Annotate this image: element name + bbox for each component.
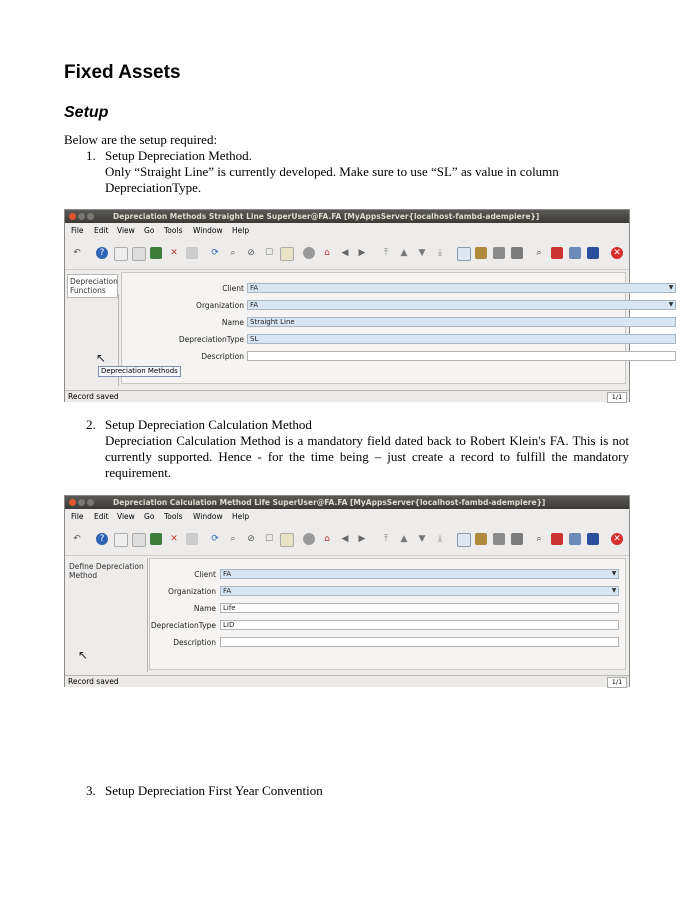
description-label: Description bbox=[201, 352, 244, 361]
close-window-button[interactable] bbox=[69, 213, 76, 220]
zoom-across-icon[interactable]: ⌕ bbox=[536, 534, 542, 544]
previous-record-icon[interactable]: ▲ bbox=[400, 534, 408, 544]
organization-value: FA bbox=[250, 301, 259, 309]
back-icon[interactable]: ◀ bbox=[341, 534, 349, 544]
depreciation-type-field[interactable]: SL bbox=[247, 334, 676, 344]
print-icon[interactable] bbox=[511, 247, 523, 259]
menu-tools[interactable]: Tools bbox=[164, 226, 183, 235]
new-record-icon[interactable] bbox=[114, 247, 128, 261]
status-text: Record saved bbox=[68, 392, 119, 401]
refresh-icon[interactable]: ⟳ bbox=[211, 534, 219, 544]
menu-bar bbox=[65, 223, 629, 238]
menu-tools[interactable]: Tools bbox=[164, 512, 183, 521]
back-icon[interactable]: ◀ bbox=[341, 248, 349, 258]
copy-record-icon[interactable] bbox=[132, 533, 146, 547]
next-record-icon[interactable]: ▼ bbox=[418, 248, 426, 258]
description-field[interactable] bbox=[247, 351, 676, 361]
history-icon[interactable] bbox=[303, 533, 315, 545]
tab-depreciation-functions[interactable]: Depreciation Functions bbox=[67, 274, 118, 298]
delete-icon[interactable]: ✕ bbox=[170, 248, 178, 258]
maximize-window-button[interactable] bbox=[87, 499, 94, 506]
depreciation-methods-window bbox=[64, 209, 674, 402]
attachment-icon[interactable]: ⊘ bbox=[247, 534, 255, 544]
record-pager: 1/1 bbox=[607, 677, 627, 688]
record-form-panel bbox=[121, 272, 674, 384]
print-preview-icon[interactable] bbox=[493, 533, 505, 545]
chevron-down-icon[interactable]: ▼ bbox=[668, 284, 674, 291]
delete-selection-icon[interactable] bbox=[186, 533, 198, 545]
name-label: Name bbox=[221, 318, 244, 327]
new-record-icon[interactable] bbox=[114, 533, 128, 547]
product-info-icon[interactable] bbox=[569, 533, 581, 545]
minimize-window-button[interactable] bbox=[78, 499, 85, 506]
workflow-icon[interactable] bbox=[551, 533, 563, 545]
menu-go[interactable]: Go bbox=[144, 226, 155, 235]
workflow-icon[interactable] bbox=[551, 247, 563, 259]
menu-view[interactable]: View bbox=[117, 226, 135, 235]
archive-icon[interactable] bbox=[475, 247, 487, 259]
tab-define-depreciation-method[interactable]: Define Depreciation Method bbox=[69, 562, 144, 580]
step-number: 3. bbox=[86, 783, 96, 798]
find-icon[interactable]: ⌕ bbox=[230, 534, 236, 544]
step-title: Setup Depreciation Calculation Method bbox=[105, 417, 312, 432]
depreciation-type-field[interactable]: LID bbox=[220, 620, 619, 630]
client-field[interactable] bbox=[220, 569, 619, 579]
archive-icon[interactable] bbox=[475, 533, 487, 545]
record-pager: 1/1 bbox=[607, 392, 627, 403]
toolbar bbox=[65, 525, 629, 556]
status-text: Record saved bbox=[68, 677, 119, 686]
next-record-icon[interactable]: ▼ bbox=[418, 534, 426, 544]
help-icon[interactable]: ? bbox=[96, 533, 108, 545]
forward-icon[interactable]: ▶ bbox=[358, 248, 366, 258]
forward-icon[interactable]: ▶ bbox=[358, 534, 366, 544]
organization-label: Organization bbox=[168, 587, 216, 596]
tab-tooltip: Depreciation Methods bbox=[98, 366, 181, 377]
maximize-window-button[interactable] bbox=[87, 213, 94, 220]
report-icon[interactable] bbox=[457, 247, 471, 261]
save-icon[interactable] bbox=[150, 533, 162, 545]
toolbar bbox=[65, 239, 629, 270]
menu-window[interactable]: Window bbox=[193, 226, 223, 235]
status-bar bbox=[65, 675, 629, 687]
copy-record-icon[interactable] bbox=[132, 247, 146, 261]
depreciation-type-label: DepreciationType bbox=[150, 621, 216, 630]
menu-edit[interactable]: Edit bbox=[94, 226, 109, 235]
client-label: Client bbox=[222, 284, 244, 293]
client-label: Client bbox=[194, 570, 216, 579]
window-titlebar bbox=[65, 210, 629, 223]
chevron-down-icon[interactable]: ▼ bbox=[611, 570, 617, 577]
undo-icon[interactable]: ↶ bbox=[73, 248, 81, 258]
menu-go[interactable]: Go bbox=[144, 512, 155, 521]
section-heading: Setup bbox=[64, 104, 109, 121]
delete-icon[interactable]: ✕ bbox=[170, 534, 178, 544]
menu-window[interactable]: Window bbox=[193, 512, 223, 521]
step-body: Depreciation Calculation Method is a mandatory field dated back to Robert Klein's FA. This is not currently supported. Hence - for the time being – just create a record to fulfill the mandatory requirement. bbox=[105, 433, 629, 480]
attachment-icon[interactable]: ⊘ bbox=[247, 248, 255, 258]
home-icon[interactable]: ⌂ bbox=[324, 248, 330, 258]
process-icon[interactable] bbox=[587, 247, 599, 259]
status-bar bbox=[65, 390, 629, 402]
client-field[interactable] bbox=[247, 283, 676, 293]
save-icon[interactable] bbox=[150, 247, 162, 259]
print-icon[interactable] bbox=[511, 533, 523, 545]
step-title: Setup Depreciation First Year Convention bbox=[105, 783, 323, 798]
name-field[interactable]: Life bbox=[220, 603, 619, 613]
grid-toggle-icon[interactable] bbox=[280, 247, 294, 261]
window-title: Depreciation Methods Straight Line SuperUser@FA.FA [MyAppsServer{localhost-fambd-adempiere}] bbox=[113, 212, 540, 221]
description-label: Description bbox=[173, 638, 216, 647]
chevron-down-icon[interactable]: ▼ bbox=[611, 587, 617, 594]
client-value: FA bbox=[250, 284, 259, 292]
menu-view[interactable]: View bbox=[117, 512, 135, 521]
window-title: Depreciation Calculation Method Life SuperUser@FA.FA [MyAppsServer{localhost-fambd-adempiere}] bbox=[113, 498, 546, 507]
previous-record-icon[interactable]: ▲ bbox=[400, 248, 408, 258]
intro-text: Below are the setup required: bbox=[64, 132, 218, 147]
exit-icon[interactable]: ✕ bbox=[611, 247, 623, 259]
find-icon[interactable]: ⌕ bbox=[230, 248, 236, 258]
organization-field[interactable] bbox=[220, 586, 619, 596]
product-info-icon[interactable] bbox=[569, 247, 581, 259]
organization-label: Organization bbox=[196, 301, 244, 310]
first-record-icon[interactable]: ⤒ bbox=[384, 534, 388, 544]
mouse-pointer-icon: ↖ bbox=[78, 648, 89, 662]
menu-help[interactable]: Help bbox=[232, 226, 250, 235]
close-window-button[interactable] bbox=[69, 499, 76, 506]
step-number: 1. bbox=[86, 148, 96, 163]
process-icon[interactable] bbox=[587, 533, 599, 545]
history-icon[interactable] bbox=[303, 247, 315, 259]
menu-edit[interactable]: Edit bbox=[94, 512, 109, 521]
depreciation-type-label: DepreciationType bbox=[178, 335, 244, 344]
first-record-icon[interactable]: ⤒ bbox=[384, 248, 388, 258]
help-icon[interactable]: ? bbox=[96, 247, 108, 259]
client-value: FA bbox=[223, 570, 232, 578]
undo-icon[interactable]: ↶ bbox=[73, 534, 81, 544]
step-title: Setup Depreciation Method. bbox=[105, 148, 252, 163]
depreciation-calculation-method-window bbox=[64, 495, 630, 687]
organization-field[interactable] bbox=[247, 300, 676, 310]
chevron-down-icon[interactable]: ▼ bbox=[668, 301, 674, 308]
name-field[interactable]: Straight Line bbox=[247, 317, 676, 327]
grid-toggle-icon[interactable] bbox=[280, 533, 294, 547]
exit-icon[interactable]: ✕ bbox=[611, 533, 623, 545]
last-record-icon[interactable]: ⤓ bbox=[438, 248, 442, 258]
chat-icon[interactable]: ☐ bbox=[264, 534, 274, 544]
report-icon[interactable] bbox=[457, 533, 471, 547]
last-record-icon[interactable]: ⤓ bbox=[438, 534, 442, 544]
print-preview-icon[interactable] bbox=[493, 247, 505, 259]
mouse-pointer-icon: ↖ bbox=[96, 351, 107, 365]
window-titlebar bbox=[65, 496, 629, 509]
step-body: Only “Straight Line” is currently developed. Make sure to use “SL” as value in column DepreciationType. bbox=[105, 164, 559, 195]
zoom-across-icon[interactable]: ⌕ bbox=[536, 248, 542, 258]
name-label: Name bbox=[193, 604, 216, 613]
delete-selection-icon[interactable] bbox=[186, 247, 198, 259]
minimize-window-button[interactable] bbox=[78, 213, 85, 220]
menu-help[interactable]: Help bbox=[232, 512, 250, 521]
refresh-icon[interactable]: ⟳ bbox=[211, 248, 219, 258]
organization-value: FA bbox=[223, 587, 232, 595]
document-heading: Fixed Assets bbox=[64, 62, 181, 83]
record-form-panel bbox=[149, 558, 626, 670]
description-field[interactable] bbox=[220, 637, 619, 647]
menu-bar bbox=[65, 509, 629, 524]
menu-file[interactable]: File bbox=[71, 226, 84, 235]
menu-file[interactable]: File bbox=[71, 512, 84, 521]
step-number: 2. bbox=[86, 417, 96, 432]
home-icon[interactable]: ⌂ bbox=[324, 534, 330, 544]
chat-icon[interactable]: ☐ bbox=[264, 248, 274, 258]
